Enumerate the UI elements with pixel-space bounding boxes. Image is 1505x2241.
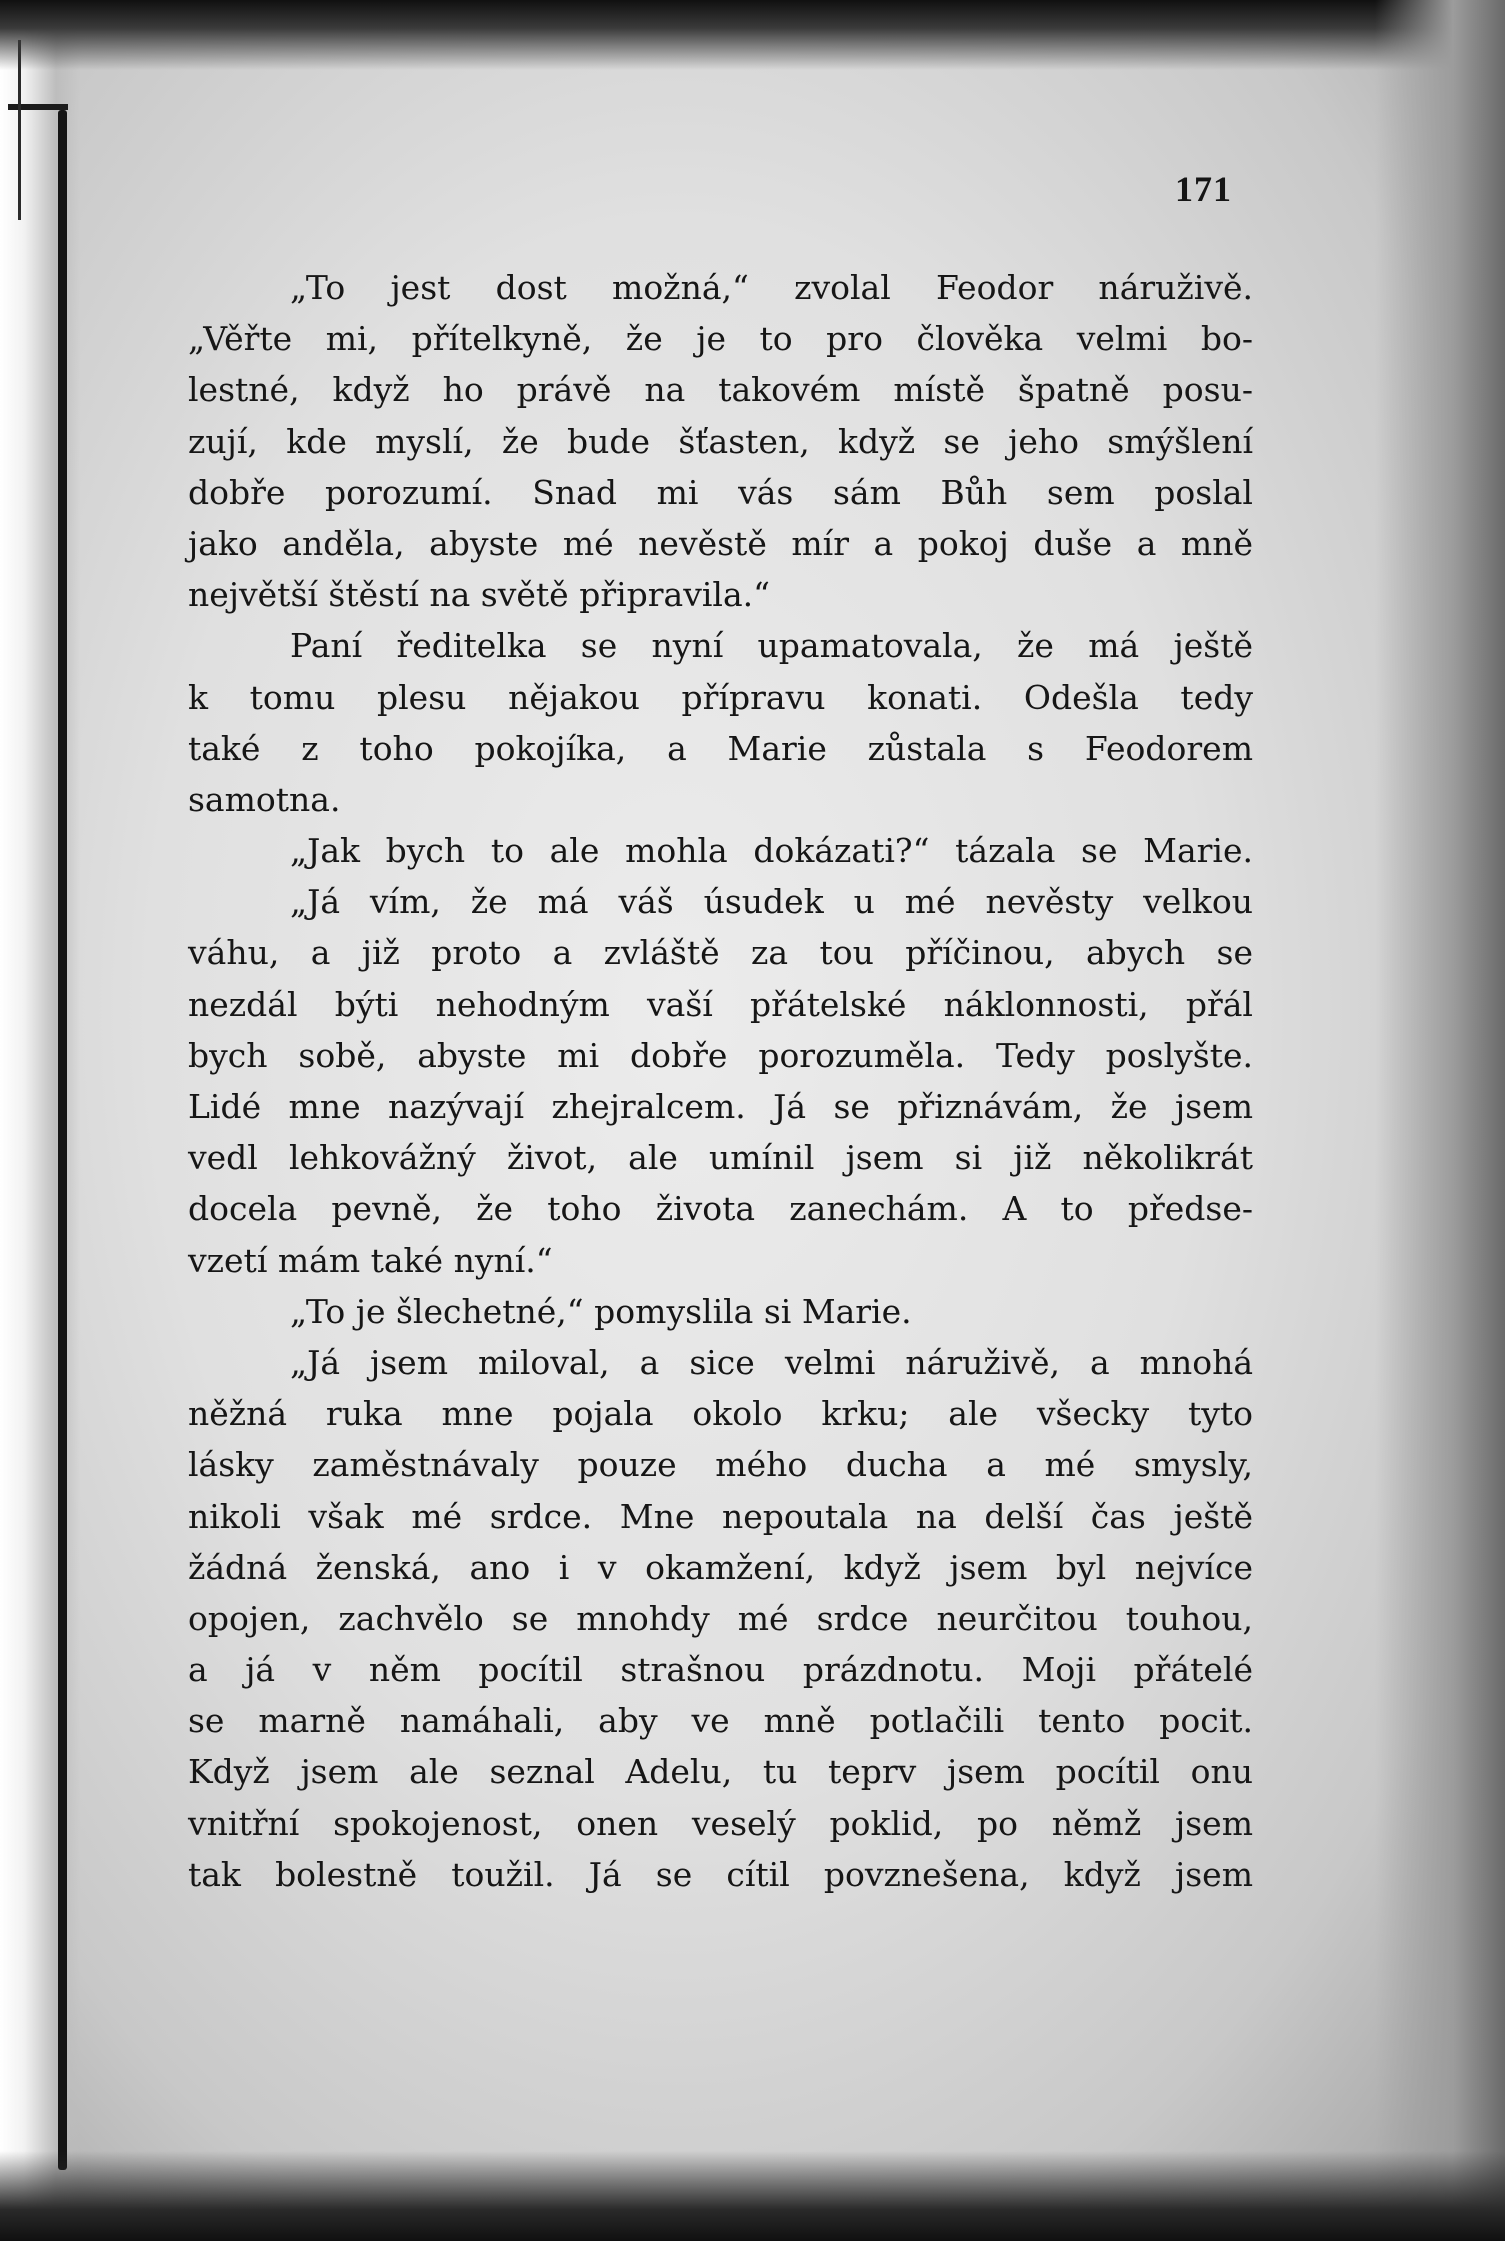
body-text: [188, 262, 1253, 1900]
text-line: „Jak bych to ale mohla dokázati?“ tázala se Marie.: [290, 831, 1253, 871]
text-line: vzetí mám také nyní.“: [188, 1240, 553, 1280]
binding-spine-line: [58, 110, 67, 2170]
text-line: vedl lehkovážný život, ale umínil jsem si již několikrát: [188, 1138, 1253, 1178]
text-line: k tomu plesu nějakou přípravu konati. Odešla tedy: [188, 677, 1253, 717]
text-line: „To jest dost možná,“ zvolal Feodor náruživě.: [290, 268, 1253, 307]
text-line: váhu, a již proto a zvláště za tou příčinou, abych se: [188, 933, 1253, 973]
text-line: jako anděla, abyste mé nevěstě mír a pokoj duše a mně: [188, 523, 1253, 563]
book-binding-edge: [0, 0, 80, 2241]
text-line: docela pevně, že toho života zanechám. A to předse-: [188, 1189, 1253, 1229]
text-line: opojen, zachvělo se mnohdy mé srdce neurčitou touhou,: [188, 1598, 1253, 1638]
binding-mark: [8, 104, 68, 110]
text-line: něžná ruka mne pojala okolo krku; ale všecky tyto: [188, 1394, 1253, 1434]
text-line: zují, kde myslí, že bude šťasten, když se jeho smýšlení: [188, 421, 1253, 461]
text-line: se marně namáhali, aby ve mně potlačili tento pocit.: [188, 1701, 1253, 1741]
scan-top-shadow: [0, 0, 1505, 70]
text-line: lásky zaměstnávaly pouze mého ducha a mé smysly,: [188, 1445, 1253, 1485]
text-line: Když jsem ale seznal Adelu, tu teprv jsem pocítil onu: [188, 1752, 1253, 1792]
page-number: 171: [1175, 169, 1232, 209]
text-line: „Já vím, že má váš úsudek u mé nevěsty velkou: [290, 882, 1253, 922]
text-line: samotna.: [188, 779, 341, 819]
text-line: „Já jsem miloval, a sice velmi náruživě, a mnohá: [290, 1342, 1253, 1382]
text-line: největší štěstí na světě připravila.“: [188, 575, 771, 615]
text-line: „Věřte mi, přítelkyně, že je to pro člověka velmi bo-: [188, 319, 1253, 359]
text-line: také z toho pokojíka, a Marie zůstala s Feodorem: [188, 728, 1253, 768]
text-line: bych sobě, abyste mi dobře porozuměla. Tedy poslyšte.: [188, 1035, 1253, 1075]
text-line: nezdál býti nehodným vaší přátelské náklonnosti, přál: [188, 984, 1253, 1024]
text-line: žádná ženská, ano i v okamžení, když jsem byl nejvíce: [188, 1547, 1253, 1587]
text-line: Paní ředitelka se nyní upamatovala, že má ještě: [290, 626, 1253, 666]
scan-bottom-shadow: [0, 2151, 1505, 2241]
text-line: „To je šlechetné,“ pomyslila si Marie.: [290, 1291, 912, 1331]
text-line: tak bolestně toužil. Já se cítil povznešena, když jsem: [188, 1854, 1253, 1894]
text-line: dobře porozumí. Snad mi vás sám Bůh sem poslal: [188, 472, 1253, 512]
text-line: nikoli však mé srdce. Mne nepoutala na delší čas ještě: [188, 1496, 1253, 1536]
text-line: lestné, když ho právě na takovém místě špatně posu-: [188, 370, 1253, 410]
text-line: vnitřní spokojenost, onen veselý poklid, po němž jsem: [188, 1803, 1253, 1843]
scan-right-shadow: [1375, 0, 1505, 2241]
text-line: Lidé mne nazývají zhejralcem. Já se přiznávám, že jsem: [188, 1087, 1253, 1126]
text-line: a já v něm pocítil strašnou prázdnotu. Moji přátelé: [188, 1650, 1253, 1690]
